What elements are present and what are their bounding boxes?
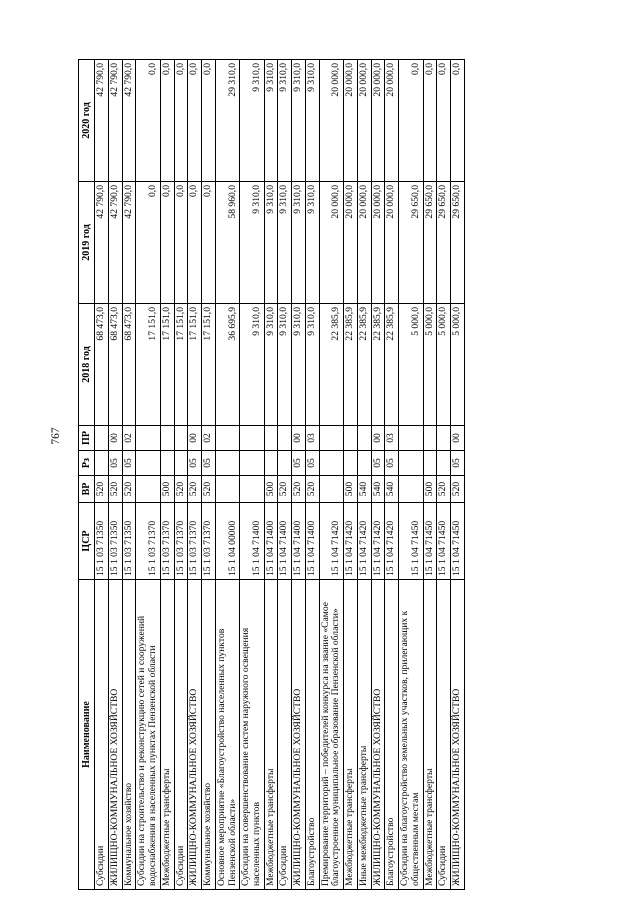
page-number: 767 (50, 427, 62, 445)
table-row (108, 60, 122, 890)
table-row (174, 60, 188, 890)
cell-2020: 0,0 (174, 60, 188, 182)
cell-2020: 9 310,0 (305, 60, 319, 182)
cell-2020: 9 310,0 (240, 60, 264, 182)
header-pr: ПР (79, 426, 95, 451)
cell-2020: 42 790,0 (122, 60, 136, 182)
cell-2018: 22 385,9 (344, 304, 358, 426)
cell-vr: 520 (188, 476, 202, 503)
cell-name: Коммунальное хозяйство (202, 580, 216, 890)
cell-2019: 0,0 (188, 182, 202, 304)
table-row (319, 60, 343, 890)
table-row (451, 60, 465, 890)
cell-pr: 03 (385, 426, 399, 451)
cell-vr: 520 (437, 476, 451, 503)
cell-csr: 15 1 04 00000 (215, 503, 239, 580)
table-row (160, 60, 174, 890)
table-row (95, 60, 109, 890)
cell-csr: 15 1 03 71370 (202, 503, 216, 580)
cell-rz (264, 451, 278, 476)
cell-2018: 9 310,0 (278, 304, 292, 426)
cell-2018: 22 385,9 (385, 304, 399, 426)
cell-2018: 5 000,0 (437, 304, 451, 426)
table-row (240, 60, 264, 890)
cell-rz (357, 451, 371, 476)
cell-rz (240, 451, 264, 476)
cell-rz: 05 (305, 451, 319, 476)
cell-pr (357, 426, 371, 451)
cell-2019: 20 000,0 (357, 182, 371, 304)
cell-2020: 29 310,0 (215, 60, 239, 182)
cell-csr: 15 1 04 71420 (319, 503, 343, 580)
table-row (264, 60, 278, 890)
cell-pr (136, 426, 160, 451)
cell-vr: 520 (292, 476, 306, 503)
cell-rz (437, 451, 451, 476)
cell-pr (344, 426, 358, 451)
cell-2020: 0,0 (399, 60, 423, 182)
header-2020: 2020 год (79, 60, 95, 182)
cell-vr (136, 476, 160, 503)
cell-2018: 9 310,0 (240, 304, 264, 426)
cell-2018: 17 151,0 (136, 304, 160, 426)
cell-2018: 17 151,0 (202, 304, 216, 426)
cell-name: Основное мероприятие «Благоустройство населенных пунктов Пензенской области» (215, 580, 239, 890)
cell-pr (423, 426, 437, 451)
header-vr: ВР (79, 476, 95, 503)
cell-vr: 540 (357, 476, 371, 503)
table-row (344, 60, 358, 890)
cell-2018: 36 695,9 (215, 304, 239, 426)
cell-2020: 0,0 (160, 60, 174, 182)
table-row (423, 60, 437, 890)
cell-name: Субсидии на строительство и реконструкцию сетей и сооружений водоснабжения в населенных пунктах Пензенской области (136, 580, 160, 890)
cell-2018: 17 151,0 (188, 304, 202, 426)
table-row (278, 60, 292, 890)
cell-2020: 20 000,0 (371, 60, 385, 182)
table-row (385, 60, 399, 890)
cell-vr (319, 476, 343, 503)
cell-2020: 9 310,0 (292, 60, 306, 182)
cell-pr (240, 426, 264, 451)
cell-2018: 17 151,0 (160, 304, 174, 426)
cell-csr: 15 1 04 71400 (240, 503, 264, 580)
table-row (399, 60, 423, 890)
cell-2019: 42 790,0 (95, 182, 109, 304)
cell-pr (160, 426, 174, 451)
cell-rz (399, 451, 423, 476)
cell-rz: 05 (108, 451, 122, 476)
cell-2020: 0,0 (437, 60, 451, 182)
cell-2018: 9 310,0 (264, 304, 278, 426)
table-body (95, 60, 465, 890)
cell-pr (319, 426, 343, 451)
cell-2018: 5 000,0 (451, 304, 465, 426)
cell-csr: 15 1 04 71400 (292, 503, 306, 580)
cell-name: Субсидии (437, 580, 451, 890)
cell-2018: 9 310,0 (292, 304, 306, 426)
cell-2019: 9 310,0 (278, 182, 292, 304)
header-rz: Рз (79, 451, 95, 476)
cell-pr (278, 426, 292, 451)
cell-vr (399, 476, 423, 503)
cell-rz (136, 451, 160, 476)
table-row (437, 60, 451, 890)
cell-name: Межбюджетные трансферты (344, 580, 358, 890)
cell-2019: 20 000,0 (371, 182, 385, 304)
cell-2018: 22 385,9 (357, 304, 371, 426)
cell-2019: 29 650,0 (399, 182, 423, 304)
cell-csr: 15 1 03 71350 (95, 503, 109, 580)
cell-2019: 9 310,0 (264, 182, 278, 304)
cell-vr: 540 (385, 476, 399, 503)
cell-csr: 15 1 03 71350 (108, 503, 122, 580)
budget-table-container (78, 60, 552, 890)
cell-2018: 22 385,9 (371, 304, 385, 426)
cell-rz: 05 (122, 451, 136, 476)
cell-vr: 540 (371, 476, 385, 503)
cell-vr: 520 (305, 476, 319, 503)
cell-rz: 05 (451, 451, 465, 476)
budget-table (78, 59, 465, 890)
cell-csr: 15 1 04 71450 (423, 503, 437, 580)
cell-2019: 42 790,0 (122, 182, 136, 304)
cell-2018: 68 473,0 (122, 304, 136, 426)
cell-vr: 520 (174, 476, 188, 503)
cell-2020: 42 790,0 (108, 60, 122, 182)
cell-csr: 15 1 04 71450 (399, 503, 423, 580)
cell-2019: 20 000,0 (385, 182, 399, 304)
cell-vr: 520 (95, 476, 109, 503)
table-row (188, 60, 202, 890)
cell-name: ЖИЛИЩНО-КОММУНАЛЬНОЕ ХОЗЯЙСТВО (188, 580, 202, 890)
cell-name: Иные межбюджетные трансферты (357, 580, 371, 890)
cell-name: Субсидии (278, 580, 292, 890)
cell-vr: 520 (451, 476, 465, 503)
cell-2018: 5 000,0 (399, 304, 423, 426)
cell-name: Межбюджетные трансферты (264, 580, 278, 890)
cell-pr (399, 426, 423, 451)
cell-2019: 0,0 (136, 182, 160, 304)
table-row (122, 60, 136, 890)
table-row (202, 60, 216, 890)
cell-vr (240, 476, 264, 503)
cell-name: Межбюджетные трансферты (423, 580, 437, 890)
cell-2020: 0,0 (136, 60, 160, 182)
cell-name: Субсидии на совершенствование систем наружного освещения населенных пунктов (240, 580, 264, 890)
cell-csr: 15 1 03 71370 (188, 503, 202, 580)
cell-2018: 5 000,0 (423, 304, 437, 426)
cell-csr: 15 1 04 71420 (357, 503, 371, 580)
cell-pr: 02 (202, 426, 216, 451)
header-csr: ЦСР (79, 503, 95, 580)
cell-csr: 15 1 04 71420 (371, 503, 385, 580)
cell-rz: 05 (202, 451, 216, 476)
cell-name: Субсидии (95, 580, 109, 890)
cell-2019: 20 000,0 (344, 182, 358, 304)
cell-2020: 42 790,0 (95, 60, 109, 182)
cell-name: Коммунальное хозяйство (122, 580, 136, 890)
cell-name: ЖИЛИЩНО-КОММУНАЛЬНОЕ ХОЗЯЙСТВО (451, 580, 465, 890)
cell-csr: 15 1 03 71370 (174, 503, 188, 580)
table-header-row (79, 60, 95, 890)
cell-2019: 0,0 (174, 182, 188, 304)
cell-pr (95, 426, 109, 451)
cell-vr: 500 (344, 476, 358, 503)
cell-name: ЖИЛИЩНО-КОММУНАЛЬНОЕ ХОЗЯЙСТВО (371, 580, 385, 890)
cell-2019: 9 310,0 (240, 182, 264, 304)
cell-rz: 05 (188, 451, 202, 476)
cell-name: ЖИЛИЩНО-КОММУНАЛЬНОЕ ХОЗЯЙСТВО (108, 580, 122, 890)
cell-csr: 15 1 04 71450 (437, 503, 451, 580)
cell-rz (215, 451, 239, 476)
cell-vr: 500 (423, 476, 437, 503)
header-2019: 2019 год (79, 182, 95, 304)
cell-pr: 00 (451, 426, 465, 451)
cell-rz (174, 451, 188, 476)
cell-name: ЖИЛИЩНО-КОММУНАЛЬНОЕ ХОЗЯЙСТВО (292, 580, 306, 890)
cell-2020: 0,0 (202, 60, 216, 182)
cell-vr: 520 (278, 476, 292, 503)
cell-vr: 520 (108, 476, 122, 503)
cell-rz: 05 (292, 451, 306, 476)
cell-csr: 15 1 03 71370 (136, 503, 160, 580)
cell-2020: 0,0 (451, 60, 465, 182)
cell-2019: 42 790,0 (108, 182, 122, 304)
cell-rz (423, 451, 437, 476)
cell-name: Межбюджетные трансферты (160, 580, 174, 890)
table-row (215, 60, 239, 890)
cell-2019: 58 960,0 (215, 182, 239, 304)
cell-name: Благоустройство (305, 580, 319, 890)
cell-rz (95, 451, 109, 476)
cell-2020: 0,0 (188, 60, 202, 182)
cell-2020: 20 000,0 (319, 60, 343, 182)
cell-pr: 03 (305, 426, 319, 451)
cell-pr: 00 (188, 426, 202, 451)
cell-2019: 20 000,0 (319, 182, 343, 304)
cell-rz (278, 451, 292, 476)
cell-2019: 9 310,0 (292, 182, 306, 304)
cell-2018: 68 473,0 (108, 304, 122, 426)
header-2018: 2018 год (79, 304, 95, 426)
cell-pr (264, 426, 278, 451)
cell-name: Субсидии (174, 580, 188, 890)
cell-pr: 02 (122, 426, 136, 451)
cell-rz (319, 451, 343, 476)
cell-csr: 15 1 03 71350 (122, 503, 136, 580)
cell-2019: 29 650,0 (423, 182, 437, 304)
cell-rz: 05 (371, 451, 385, 476)
cell-pr: 00 (108, 426, 122, 451)
cell-2020: 9 310,0 (264, 60, 278, 182)
cell-csr: 15 1 04 71400 (264, 503, 278, 580)
cell-rz: 05 (385, 451, 399, 476)
cell-2018: 17 151,0 (174, 304, 188, 426)
cell-vr: 500 (264, 476, 278, 503)
cell-pr (215, 426, 239, 451)
cell-rz (160, 451, 174, 476)
cell-rz (344, 451, 358, 476)
cell-csr: 15 1 04 71400 (278, 503, 292, 580)
cell-2020: 0,0 (423, 60, 437, 182)
cell-pr (437, 426, 451, 451)
table-row (136, 60, 160, 890)
cell-name: Премирование территорий – победителей конкурса на звание «Самое благоустроенное муниципальное образование Пензенской области» (319, 580, 343, 890)
cell-name: Субсидии на благоустройство земельных участков, прилегающих к общественным местам (399, 580, 423, 890)
table-row (292, 60, 306, 890)
cell-vr: 520 (122, 476, 136, 503)
cell-csr: 15 1 03 71370 (160, 503, 174, 580)
cell-2019: 9 310,0 (305, 182, 319, 304)
table-row (371, 60, 385, 890)
header-name: Наименование (79, 580, 95, 890)
cell-pr (174, 426, 188, 451)
cell-csr: 15 1 04 71420 (385, 503, 399, 580)
cell-2018: 9 310,0 (305, 304, 319, 426)
cell-2019: 0,0 (202, 182, 216, 304)
cell-name: Благоустройство (385, 580, 399, 890)
cell-pr: 00 (292, 426, 306, 451)
cell-2019: 29 650,0 (451, 182, 465, 304)
cell-csr: 15 1 04 71450 (451, 503, 465, 580)
cell-csr: 15 1 04 71420 (344, 503, 358, 580)
cell-vr: 500 (160, 476, 174, 503)
cell-2020: 9 310,0 (278, 60, 292, 182)
cell-2019: 0,0 (160, 182, 174, 304)
cell-2018: 68 473,0 (95, 304, 109, 426)
cell-2018: 22 385,9 (319, 304, 343, 426)
cell-2020: 20 000,0 (344, 60, 358, 182)
cell-2019: 29 650,0 (437, 182, 451, 304)
cell-pr: 00 (371, 426, 385, 451)
cell-vr: 520 (202, 476, 216, 503)
cell-2020: 20 000,0 (385, 60, 399, 182)
cell-2020: 20 000,0 (357, 60, 371, 182)
cell-vr (215, 476, 239, 503)
cell-csr: 15 1 04 71400 (305, 503, 319, 580)
table-row (357, 60, 371, 890)
table-row (305, 60, 319, 890)
